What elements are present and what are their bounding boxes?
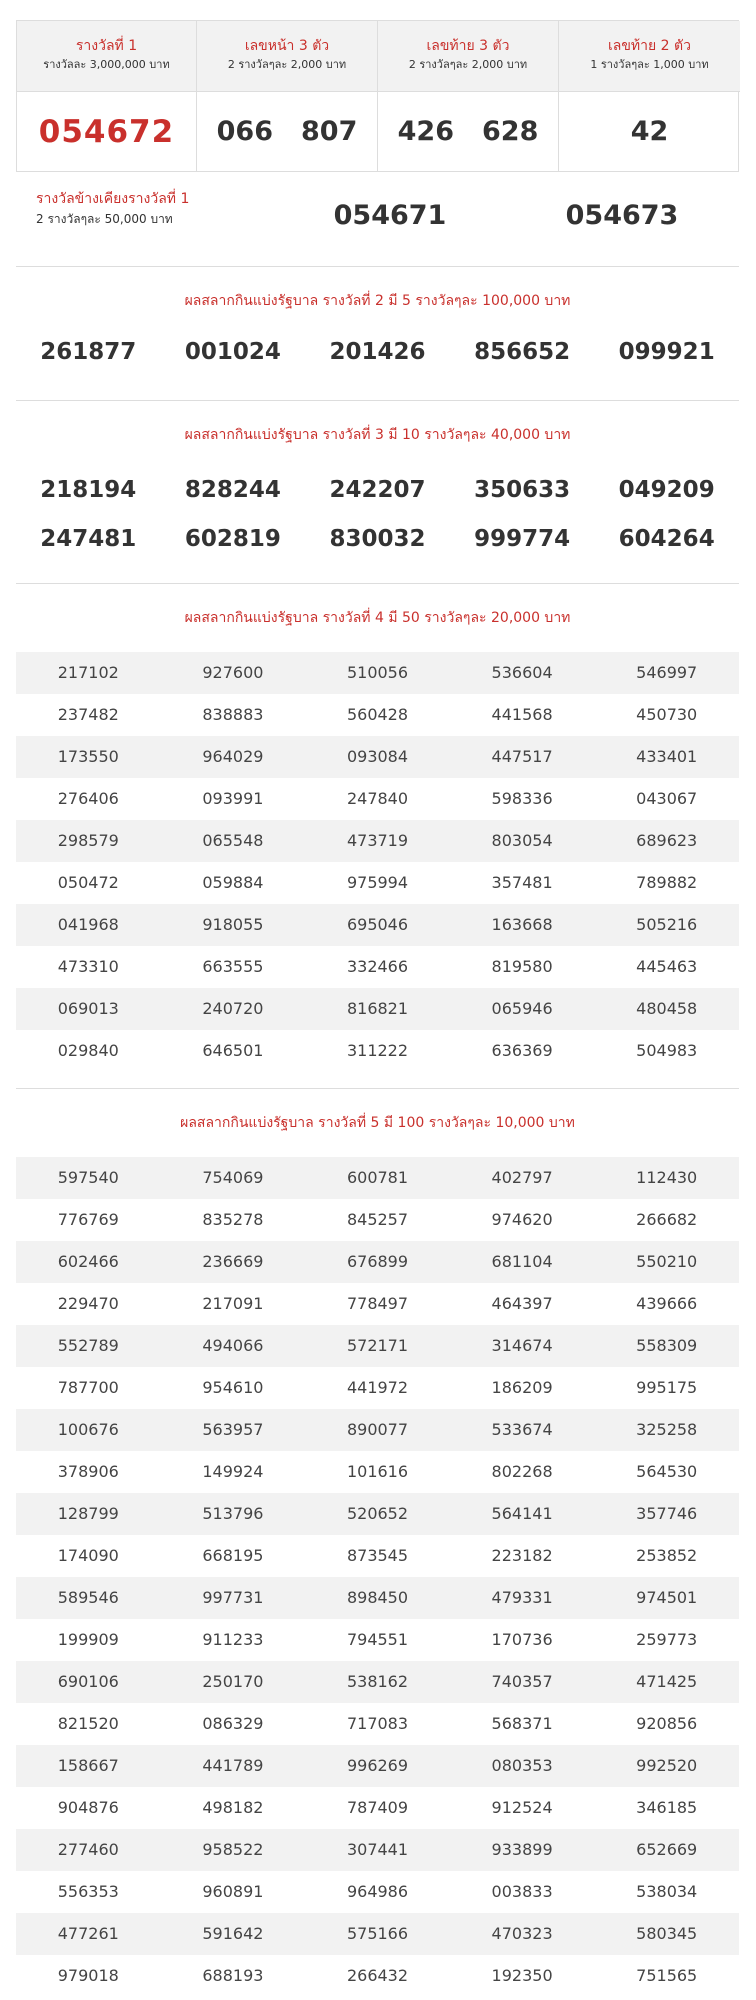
prize5-number: 794551 bbox=[346, 1630, 409, 1649]
prize3-number: 049209 bbox=[618, 477, 715, 503]
prize5-number: 904876 bbox=[57, 1798, 119, 1817]
prize2-title: ผลสลากกินแบ่งรัฐบาล รางวัลที่ 2 มี 5 รางวัลๆละ 100,000 บาท bbox=[184, 293, 571, 309]
near-prize-title: รางวัลข้างเคียงรางวัลที่ 1 bbox=[36, 191, 190, 207]
prize5-number: 575166 bbox=[305, 1913, 450, 1955]
prize5-number: 464397 bbox=[491, 1294, 553, 1313]
prize5-number: 080353 bbox=[450, 1745, 595, 1787]
prize5-number: 717083 bbox=[346, 1714, 409, 1733]
prize5-number: 470323 bbox=[450, 1913, 595, 1955]
prize3-grid bbox=[16, 466, 739, 564]
front3-number: 066 bbox=[216, 116, 273, 147]
prize4-number: 445463 bbox=[636, 957, 698, 976]
prize2-number: 856652 bbox=[474, 339, 571, 365]
prize5-number: 681104 bbox=[450, 1241, 595, 1283]
prize3-title: ผลสลากกินแบ่งรัฐบาล รางวัลที่ 3 มี 10 รางวัลๆละ 40,000 บาท bbox=[184, 427, 571, 443]
prize4-title: ผลสลากกินแบ่งรัฐบาล รางวัลที่ 4 มี 50 รางวัลๆละ 20,000 บาท bbox=[184, 610, 571, 626]
prize5-number: 533674 bbox=[450, 1409, 595, 1451]
prize5-number: 845257 bbox=[346, 1210, 409, 1229]
prize4-number: 964029 bbox=[161, 736, 306, 778]
prize5-number: 402797 bbox=[450, 1157, 595, 1199]
near-prize-number: 054671 bbox=[333, 200, 447, 231]
prize4-number: 663555 bbox=[202, 957, 264, 976]
prize5-number: 513796 bbox=[161, 1493, 306, 1535]
main-prize-table bbox=[16, 20, 739, 172]
prize4-number: 041968 bbox=[16, 904, 161, 946]
prize5-number: 479331 bbox=[450, 1577, 595, 1619]
prize4-number: 332466 bbox=[346, 957, 409, 976]
front3-column bbox=[197, 21, 378, 171]
last2-column bbox=[559, 21, 740, 171]
prize5-number: 223182 bbox=[491, 1546, 553, 1565]
prize4-number: 050472 bbox=[57, 873, 119, 892]
prize5-number: 787700 bbox=[57, 1378, 119, 1397]
prize5-number: 821520 bbox=[57, 1714, 119, 1733]
prize3-number: 828244 bbox=[184, 477, 281, 503]
prize5-number: 538034 bbox=[636, 1882, 698, 1901]
prize5-number: 572171 bbox=[305, 1325, 450, 1367]
prize5-number: 174090 bbox=[57, 1546, 119, 1565]
last2-number: 42 bbox=[630, 116, 669, 147]
prize5-number: 250170 bbox=[161, 1661, 306, 1703]
prize2-number: 001024 bbox=[184, 339, 281, 365]
prize5-number: 960891 bbox=[202, 1882, 264, 1901]
prize5-number: 563957 bbox=[161, 1409, 306, 1451]
last2-title: เลขท้าย 2 ตัว bbox=[608, 38, 691, 54]
prize5-number: 253852 bbox=[636, 1546, 698, 1565]
prize5-number: 003833 bbox=[491, 1882, 553, 1901]
prize4-number: 560428 bbox=[346, 705, 409, 724]
prize2-number: 099921 bbox=[618, 339, 715, 365]
prize5-number: 477261 bbox=[16, 1913, 161, 1955]
last2-header bbox=[559, 21, 740, 92]
last3-number: 426 bbox=[397, 116, 454, 147]
prize5-number: 520652 bbox=[305, 1493, 450, 1535]
prize5-number: 995175 bbox=[636, 1378, 698, 1397]
prize5-number: 439666 bbox=[636, 1294, 698, 1313]
prize4-number: 276406 bbox=[57, 789, 119, 808]
prize4-grid bbox=[16, 652, 739, 1072]
prize5-number: 589546 bbox=[16, 1577, 161, 1619]
prize5-number: 996269 bbox=[305, 1745, 450, 1787]
prize4-number: 298579 bbox=[16, 820, 161, 862]
prize5-number: 441972 bbox=[346, 1378, 409, 1397]
prize4-number: 803054 bbox=[450, 820, 595, 862]
prize5-number: 558309 bbox=[594, 1325, 739, 1367]
prize4-number: 689623 bbox=[594, 820, 739, 862]
prize5-number: 186209 bbox=[491, 1378, 553, 1397]
prize4-number: 059884 bbox=[202, 873, 264, 892]
last2-amount: 1 รางวัลๆละ 1,000 บาท bbox=[590, 58, 709, 71]
prize5-number: 101616 bbox=[346, 1462, 409, 1481]
prize5-number: 979018 bbox=[57, 1966, 119, 1985]
prize4-number: 237482 bbox=[57, 705, 119, 724]
prize4-number: 819580 bbox=[491, 957, 553, 976]
prize3-number: 218194 bbox=[40, 477, 137, 503]
prize5-number: 564530 bbox=[636, 1462, 698, 1481]
prize4-number: 789882 bbox=[636, 873, 698, 892]
prize5-number: 835278 bbox=[202, 1210, 264, 1229]
prize5-number: 992520 bbox=[594, 1745, 739, 1787]
prize4-number: 247840 bbox=[346, 789, 409, 808]
last3-column bbox=[378, 21, 559, 171]
prize5-number: 597540 bbox=[16, 1157, 161, 1199]
prize5-number: 974620 bbox=[491, 1210, 553, 1229]
prize5-number: 787409 bbox=[346, 1798, 409, 1817]
prize3-section bbox=[16, 401, 739, 584]
prize5-number: 974501 bbox=[594, 1577, 739, 1619]
prize5-number: 898450 bbox=[305, 1577, 450, 1619]
prize5-number: 259773 bbox=[636, 1630, 698, 1649]
prize5-number: 676899 bbox=[305, 1241, 450, 1283]
prize5-number: 307441 bbox=[305, 1829, 450, 1871]
prize5-number: 602466 bbox=[16, 1241, 161, 1283]
prize4-number: 163668 bbox=[450, 904, 595, 946]
prize5-number: 912524 bbox=[491, 1798, 553, 1817]
prize4-number: 598336 bbox=[491, 789, 553, 808]
prize4-number: 450730 bbox=[636, 705, 698, 724]
near-prize-amount: 2 รางวัลๆละ 50,000 บาท bbox=[36, 212, 173, 226]
prize5-number: 740357 bbox=[450, 1661, 595, 1703]
front3-number: 807 bbox=[301, 116, 358, 147]
prize4-number: 357481 bbox=[491, 873, 553, 892]
prize4-number: 510056 bbox=[305, 652, 450, 694]
prize5-section bbox=[16, 1089, 739, 1997]
prize4-number: 473310 bbox=[57, 957, 119, 976]
prize4-number: 093991 bbox=[202, 789, 264, 808]
prize4-number: 480458 bbox=[594, 988, 739, 1030]
prize2-number: 261877 bbox=[40, 339, 137, 365]
prize5-number: 652669 bbox=[594, 1829, 739, 1871]
prize5-number: 568371 bbox=[491, 1714, 553, 1733]
prize5-number: 556353 bbox=[57, 1882, 119, 1901]
prize4-number: 240720 bbox=[161, 988, 306, 1030]
front3-title: เลขหน้า 3 ตัว bbox=[244, 38, 330, 54]
prize4-number: 433401 bbox=[594, 736, 739, 778]
prize5-number: 873545 bbox=[346, 1546, 409, 1565]
prize4-number: 217102 bbox=[16, 652, 161, 694]
prize3-number: 830032 bbox=[329, 526, 426, 552]
prize5-number: 538162 bbox=[305, 1661, 450, 1703]
prize5-number: 911233 bbox=[202, 1630, 264, 1649]
prize4-number: 636369 bbox=[491, 1041, 553, 1060]
prize5-number: 498182 bbox=[202, 1798, 264, 1817]
prize5-number: 346185 bbox=[636, 1798, 698, 1817]
prize5-number: 690106 bbox=[16, 1661, 161, 1703]
prize5-number: 958522 bbox=[161, 1829, 306, 1871]
prize5-number: 471425 bbox=[594, 1661, 739, 1703]
prize3-number: 999774 bbox=[474, 526, 571, 552]
prize4-number: 975994 bbox=[346, 873, 409, 892]
near-prize-number: 054673 bbox=[565, 200, 679, 231]
near-first-prize bbox=[16, 172, 739, 267]
prize5-number: 217091 bbox=[202, 1294, 264, 1313]
prize4-number: 173550 bbox=[16, 736, 161, 778]
prize5-number: 441789 bbox=[161, 1745, 306, 1787]
prize2-number: 201426 bbox=[329, 339, 426, 365]
prize4-number: 029840 bbox=[57, 1041, 119, 1060]
prize3-number: 604264 bbox=[618, 526, 715, 552]
prize5-number: 112430 bbox=[594, 1157, 739, 1199]
prize4-number: 069013 bbox=[16, 988, 161, 1030]
front3-amount: 2 รางวัลๆละ 2,000 บาท bbox=[227, 58, 347, 71]
first-prize-number: 054672 bbox=[38, 113, 175, 150]
prize5-number: 325258 bbox=[594, 1409, 739, 1451]
prize5-number: 314674 bbox=[450, 1325, 595, 1367]
prize4-number: 441568 bbox=[491, 705, 553, 724]
prize4-number: 043067 bbox=[636, 789, 698, 808]
prize4-number: 927600 bbox=[161, 652, 306, 694]
prize4-number: 065548 bbox=[161, 820, 306, 862]
prize5-number: 920856 bbox=[636, 1714, 698, 1733]
prize4-number: 838883 bbox=[202, 705, 264, 724]
prize5-number: 170736 bbox=[491, 1630, 553, 1649]
prize5-number: 236669 bbox=[161, 1241, 306, 1283]
first-prize-title: รางวัลที่ 1 bbox=[75, 38, 138, 54]
prize2-grid bbox=[16, 328, 739, 377]
prize5-number: 933899 bbox=[450, 1829, 595, 1871]
prize5-number: 600781 bbox=[305, 1157, 450, 1199]
prize5-number: 552789 bbox=[16, 1325, 161, 1367]
last3-header bbox=[378, 21, 558, 92]
prize5-number: 086329 bbox=[202, 1714, 264, 1733]
prize5-number: 158667 bbox=[16, 1745, 161, 1787]
prize3-number: 602819 bbox=[184, 526, 281, 552]
prize2-section bbox=[16, 267, 739, 401]
last3-title: เลขท้าย 3 ตัว bbox=[426, 38, 510, 54]
first-prize-header bbox=[17, 21, 196, 92]
prize4-number: 918055 bbox=[161, 904, 306, 946]
prize5-number: 668195 bbox=[202, 1546, 264, 1565]
last3-amount: 2 รางวัลๆละ 2,000 บาท bbox=[408, 58, 528, 71]
prize3-number: 242207 bbox=[329, 477, 426, 503]
prize5-number: 997731 bbox=[161, 1577, 306, 1619]
prize5-number: 277460 bbox=[16, 1829, 161, 1871]
prize5-number: 751565 bbox=[636, 1966, 698, 1985]
prize4-number: 065946 bbox=[450, 988, 595, 1030]
prize4-number: 536604 bbox=[450, 652, 595, 694]
prize4-number: 311222 bbox=[346, 1041, 409, 1060]
prize5-number: 688193 bbox=[202, 1966, 264, 1985]
prize5-number: 357746 bbox=[594, 1493, 739, 1535]
prize5-number: 266432 bbox=[346, 1966, 409, 1985]
prize4-number: 093084 bbox=[305, 736, 450, 778]
first-prize-amount: รางวัลละ 3,000,000 บาท bbox=[43, 58, 170, 71]
prize4-number: 695046 bbox=[305, 904, 450, 946]
prize5-grid bbox=[16, 1157, 739, 1997]
prize5-number: 964986 bbox=[346, 1882, 409, 1901]
prize5-number: 776769 bbox=[57, 1210, 119, 1229]
prize5-number: 778497 bbox=[346, 1294, 409, 1313]
prize5-title: ผลสลากกินแบ่งรัฐบาล รางวัลที่ 5 มี 100 รางวัลๆละ 10,000 บาท bbox=[180, 1115, 575, 1131]
prize4-number: 505216 bbox=[594, 904, 739, 946]
prize5-number: 802268 bbox=[491, 1462, 553, 1481]
prize5-number: 378906 bbox=[57, 1462, 119, 1481]
prize5-number: 100676 bbox=[16, 1409, 161, 1451]
prize5-number: 580345 bbox=[594, 1913, 739, 1955]
prize4-number: 504983 bbox=[636, 1041, 698, 1060]
prize5-number: 494066 bbox=[161, 1325, 306, 1367]
lottery-results bbox=[16, 20, 739, 1997]
prize4-number: 473719 bbox=[305, 820, 450, 862]
prize5-number: 192350 bbox=[491, 1966, 553, 1985]
prize5-number: 550210 bbox=[594, 1241, 739, 1283]
prize4-number: 816821 bbox=[305, 988, 450, 1030]
prize4-section bbox=[16, 584, 739, 1089]
prize5-number: 754069 bbox=[161, 1157, 306, 1199]
prize5-number: 199909 bbox=[57, 1630, 119, 1649]
front3-header bbox=[197, 21, 377, 92]
prize5-number: 266682 bbox=[636, 1210, 698, 1229]
prize3-number: 247481 bbox=[40, 526, 137, 552]
last3-number: 628 bbox=[482, 116, 539, 147]
prize5-number: 564141 bbox=[450, 1493, 595, 1535]
prize4-number: 546997 bbox=[594, 652, 739, 694]
prize4-number: 646501 bbox=[202, 1041, 264, 1060]
prize5-number: 149924 bbox=[202, 1462, 264, 1481]
prize5-number: 890077 bbox=[305, 1409, 450, 1451]
prize5-number: 591642 bbox=[161, 1913, 306, 1955]
prize5-number: 128799 bbox=[16, 1493, 161, 1535]
prize3-number: 350633 bbox=[474, 477, 571, 503]
prize5-number: 229470 bbox=[57, 1294, 119, 1313]
prize4-number: 447517 bbox=[450, 736, 595, 778]
first-prize-column bbox=[17, 21, 197, 171]
prize5-number: 954610 bbox=[202, 1378, 264, 1397]
